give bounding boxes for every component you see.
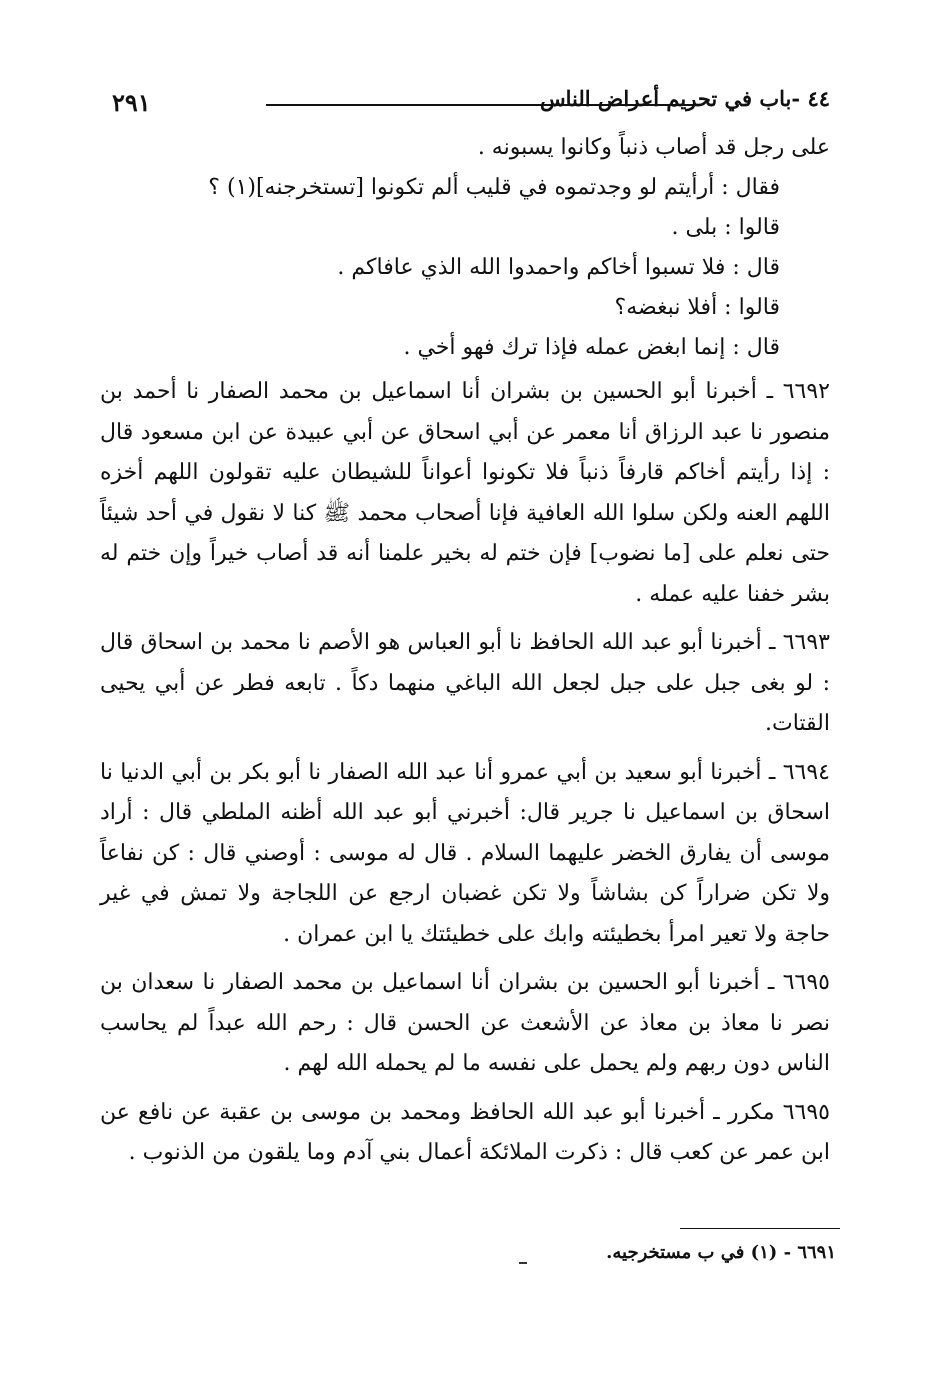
text-line: قال : فلا تسبوا أخاكم واحمدوا الله الذي عافاكم . [337, 255, 780, 280]
hadith-6692: ٦٦٩٢ ـ أخبرنا أبو الحسين بن بشران أنا اسماعيل بن محمد الصفار نا أحمد بن منصور نا عبد الرزاق أنا معمر عن أبي اسحاق عن أبي عبيدة عن ابن مسعود قال : إذا رأيتم أخاكم قارفاً ذنباً فلا تكونوا أعواناً للشيطان عليه تقولون اللهم أخزه اللهم العنه ولكن سلوا الله العافية فإنا أصحاب محمد ﷺ كنا لا نقول في أحد شيئاً حتى نعلم على [ما نضوب] فإن ختم له بخير علمنا أنه قد أصاب خيراً وإن ختم له بشر خفنا عليه عمله . [100, 379, 830, 607]
text-line: فقال : أرأيتم لو وجدتموه في قليب ألم تكونوا [تستخرجنه](١) ؟ [208, 175, 780, 200]
main-text [100, 128, 830, 1174]
hadith-6695: ٦٦٩٥ ـ أخبرنا أبو الحسين بن بشران أنا اسماعيل بن محمد الصفار نا سعدان بن نصر نا معاذ بن معاذ عن الأشعث عن الحسن قال : رحم الله عبداً لم يحاسب الناس دون ربهم ولم يحمل على نفسه ما لم يحمله الله لهم . [100, 970, 830, 1076]
text-line: قال : إنما ابغض عمله فإذا ترك فهو أخي . [403, 335, 780, 360]
text-line: على رجل قد أصاب ذنباً وكانوا يسبونه . [477, 135, 830, 160]
page-number: ٢٩١ [112, 88, 151, 117]
footnote-rule [680, 1228, 840, 1229]
print-speck [519, 1262, 527, 1264]
page-header [100, 82, 830, 122]
running-title: ٤٤ -باب في تحريم أعراض الناس [540, 86, 830, 111]
hadith-6695-repeat: ٦٦٩٥ مكرر ـ أخبرنا أبو عبد الله الحافظ ومحمد بن موسى بن عقبة عن نافع عن ابن عمر عن كعب قال : ذكرت الملائكة أعمال بني آدم وما يلقون من الذنوب . [100, 1099, 830, 1165]
hadith-6694: ٦٦٩٤ ـ أخبرنا أبو سعيد بن أبي عمرو أنا عبد الله الصفار نا أبو بكر بن أبي الدنيا نا اسحاق بن اسماعيل نا جرير قال: أخبرني أبو عبد الله أظنه الملطي قال : أراد موسى أن يفارق الخضر عليهما السلام . قال له موسى : أوصني قال : كن نفاعاً ولا تكن ضراراً كن بشاشاً ولا تكن غضبان ارجع عن اللجاجة ولا تمش في غير حاجة ولا تعير امرأ بخطيئته وابك على خطيئتك يا ابن عمران . [100, 759, 830, 947]
hadith-6693: ٦٦٩٣ ـ أخبرنا أبو عبد الله الحافظ نا أبو العباس هو الأصم نا محمد بن اسحاق قال : لو بغى جبل على جبل لجعل الله الباغي منهما دكاً . تابعه فطر عن أبي يحيى القتات. [100, 630, 830, 736]
text-line: قالوا : بلى . [671, 215, 780, 240]
footnote: ٦٦٩١ - (١) في ب مستخرجيه. [606, 1242, 836, 1263]
text-line: قالوا : أفلا نبغضه؟ [614, 295, 780, 320]
